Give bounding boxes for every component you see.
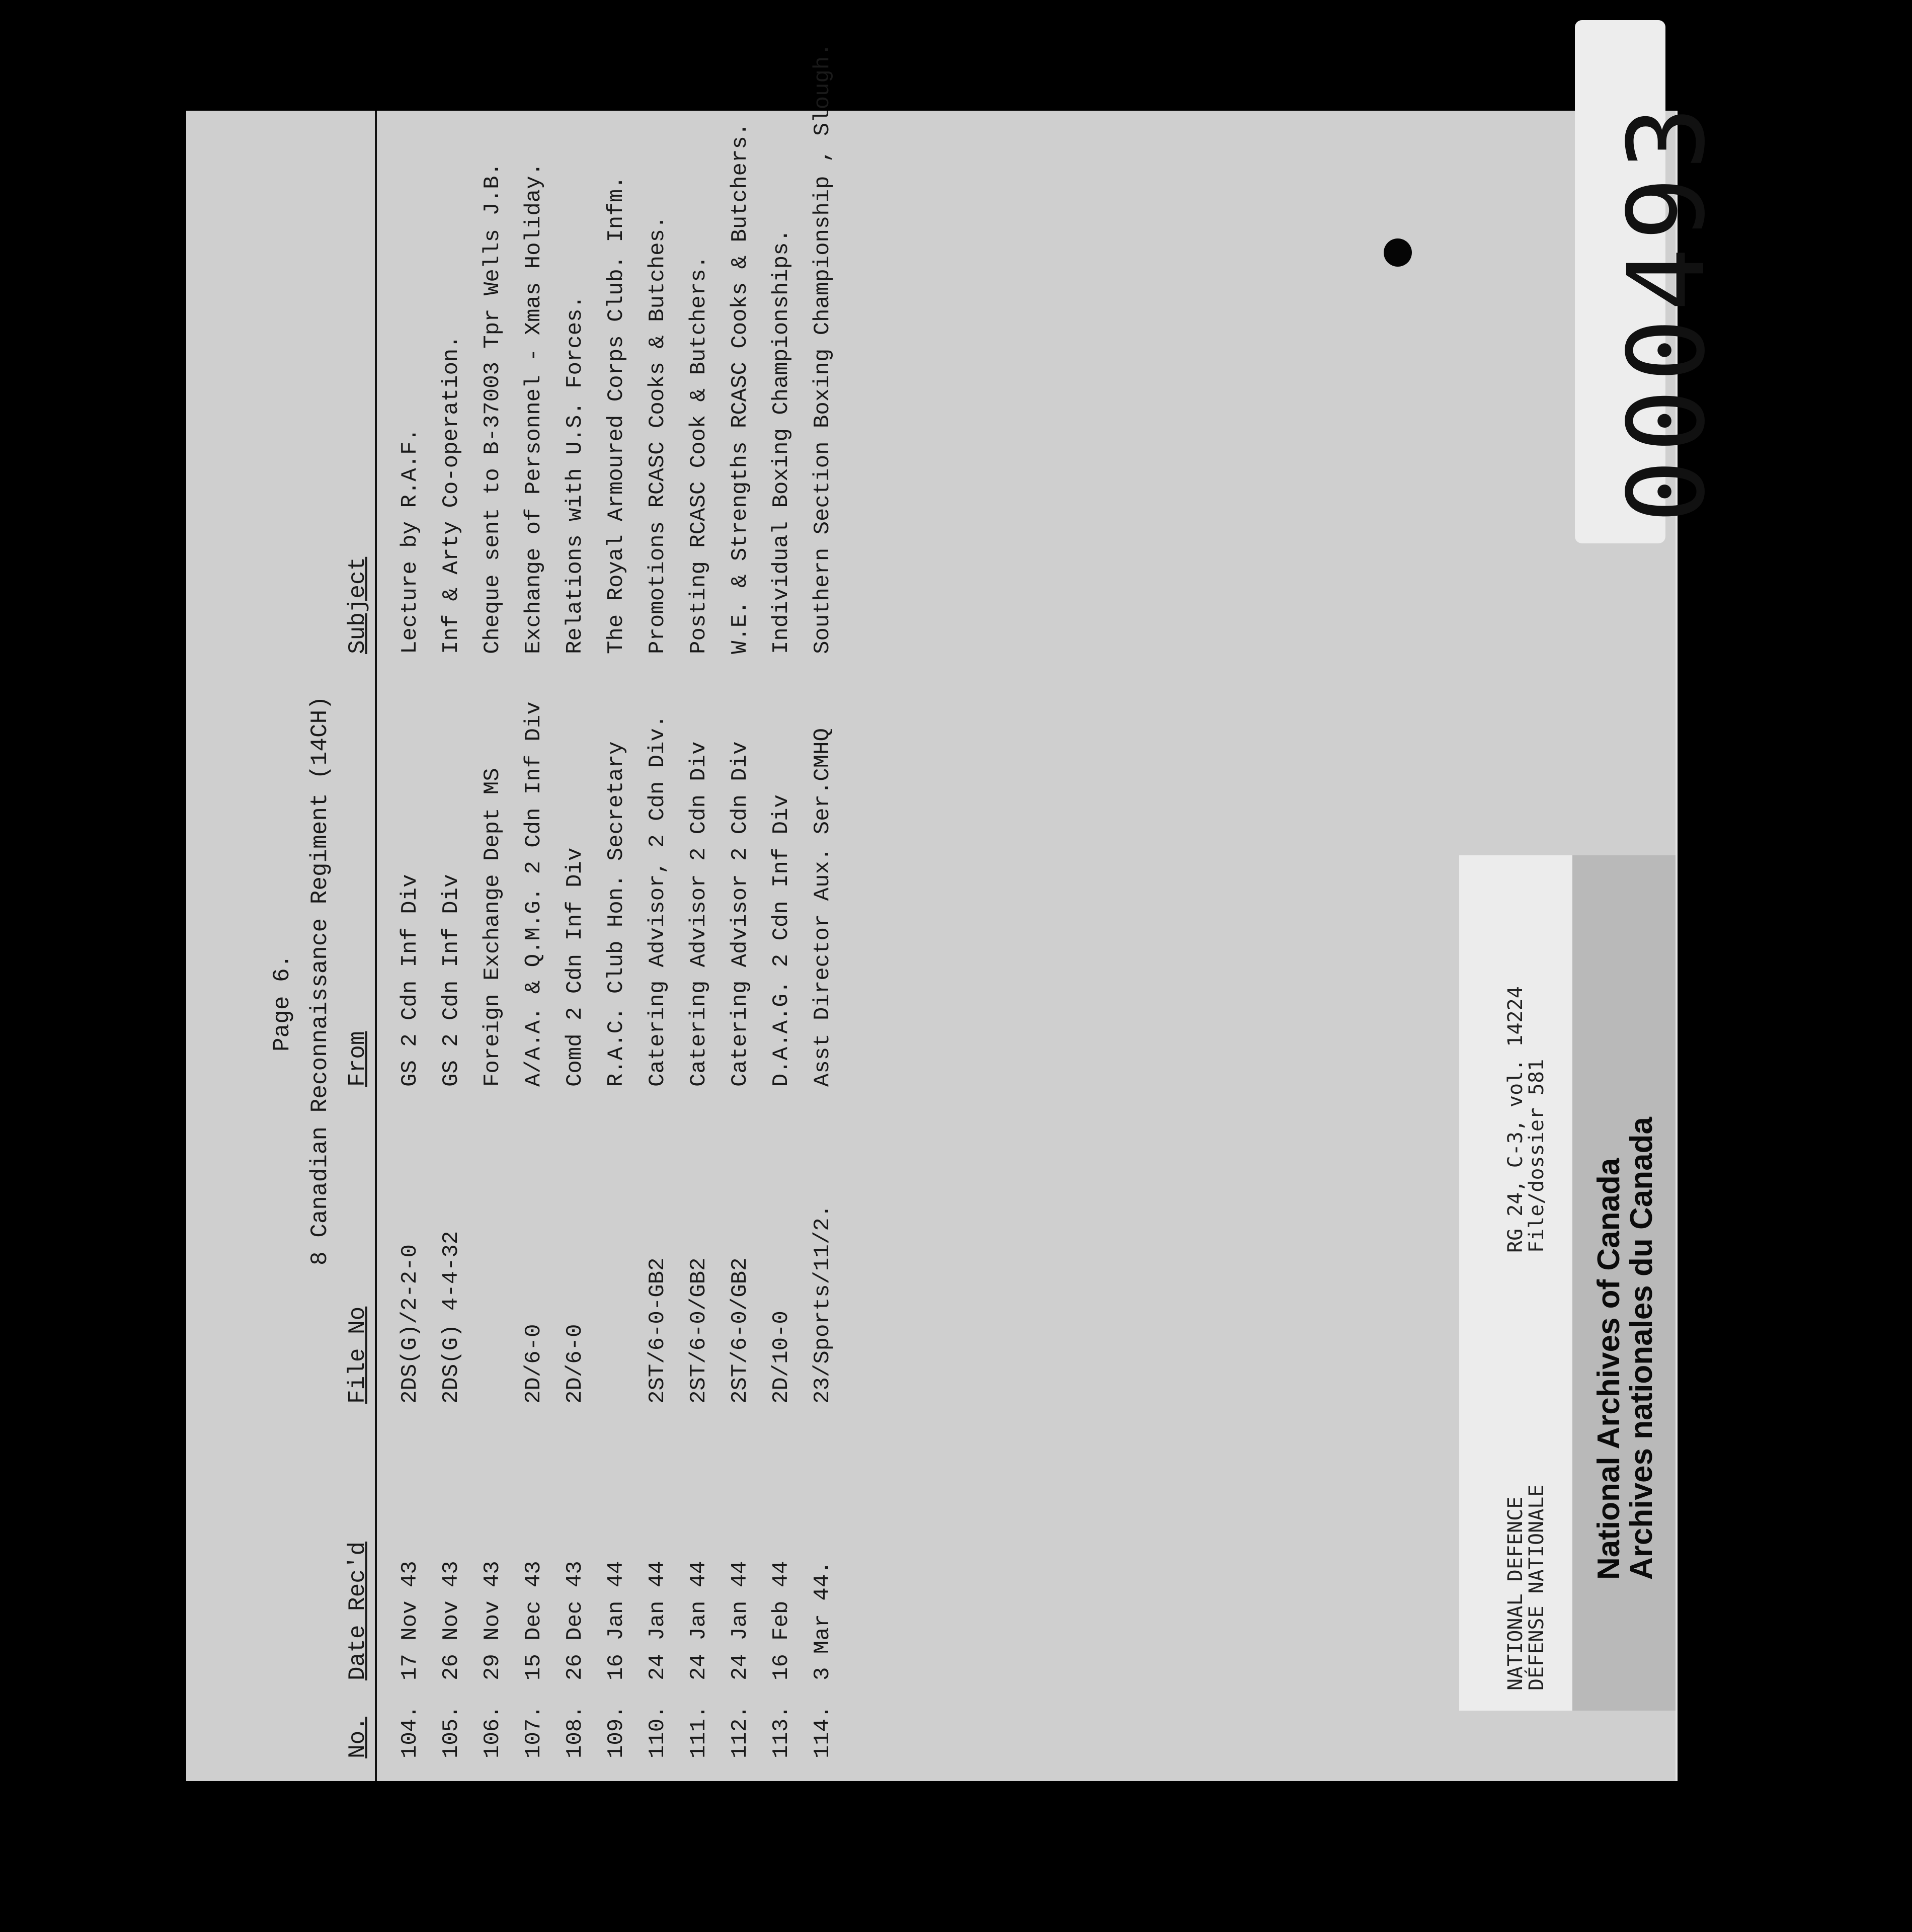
row-from: A/A.A. & Q.M.G. 2 Cdn Inf Div xyxy=(521,701,546,1087)
row-date: 16 Jan 44 xyxy=(604,1561,629,1680)
row-file-no: 23/Sports/11/2. xyxy=(810,1204,835,1404)
row-from: Comd 2 Cdn Inf Div xyxy=(563,847,588,1087)
row-date: 16 Feb 44 xyxy=(769,1561,794,1680)
table-row xyxy=(604,111,644,1781)
row-subject: Posting RCASC Cook & Butchers. xyxy=(686,255,711,654)
row-file-no: 2ST/6-0/GB2 xyxy=(728,1257,753,1404)
row-from: Foreign Exchange Dept MS xyxy=(480,768,505,1087)
document-page xyxy=(186,43,1678,1781)
stamp-reference: RG 24, C-3, vol. 14224 xyxy=(1504,986,1527,1253)
row-date: 24 Jan 44 xyxy=(645,1561,670,1680)
row-number: 104. xyxy=(397,1705,423,1758)
row-file-no: 2ST/6-0-GB2 xyxy=(645,1257,670,1404)
row-subject: Cheque sent to B-37003 Tpr Wells J.B. xyxy=(480,163,505,654)
row-from: Catering Advisor 2 Cdn Div xyxy=(728,741,753,1087)
row-date: 26 Nov 43 xyxy=(439,1561,464,1680)
column-header-no: No. xyxy=(345,1717,371,1758)
document-heading: 8 Canadian Reconnaissance Regiment (14CH) xyxy=(307,696,333,1265)
row-from: R.A.C. Club Hon. Secretary xyxy=(604,741,629,1087)
row-number: 114. xyxy=(810,1705,835,1758)
row-date: 24 Jan 44 xyxy=(686,1561,711,1680)
row-number: 106. xyxy=(480,1705,505,1758)
table-row xyxy=(810,43,850,1781)
row-file-no: 2DS(G) 4-4-32 xyxy=(439,1231,464,1404)
frame-counter xyxy=(1575,20,1728,543)
table-row xyxy=(439,111,479,1781)
row-from: GS 2 Cdn Inf Div xyxy=(439,874,464,1087)
column-header-date: Date Rec'd xyxy=(345,1541,371,1680)
table-row xyxy=(728,111,768,1781)
row-subject: Lecture by R.A.F. xyxy=(397,428,423,654)
row-date: 29 Nov 43 xyxy=(480,1561,505,1680)
row-number: 113. xyxy=(769,1705,794,1758)
row-subject: W.E. & Strengths RCASC Cooks & Butchers. xyxy=(728,122,753,654)
row-subject: Promotions RCASC Cooks & Butches. xyxy=(645,215,670,654)
row-file-no: 2D/10-0 xyxy=(769,1311,794,1404)
table-row xyxy=(769,111,809,1781)
row-date: 15 Dec 43 xyxy=(521,1561,546,1680)
row-number: 109. xyxy=(604,1705,629,1758)
row-date: 26 Dec 43 xyxy=(563,1561,588,1680)
row-date: 24 Jan 44 xyxy=(728,1561,753,1680)
archives-name-en: National Archives of Canada xyxy=(1591,1158,1626,1580)
punch-hole xyxy=(1384,238,1412,267)
table-row xyxy=(480,111,520,1781)
column-header-subject: Subject xyxy=(345,556,371,654)
row-number: 112. xyxy=(728,1705,753,1758)
header-rule xyxy=(375,111,377,1781)
row-subject: Relations with U.S. Forces. xyxy=(563,295,588,654)
row-subject: Exchange of Personnel - Xmas Holiday. xyxy=(521,163,546,654)
table-row xyxy=(521,111,562,1781)
row-from: GS 2 Cdn Inf Div xyxy=(397,874,423,1087)
table-row xyxy=(686,111,727,1781)
row-from: Catering Advisor, 2 Cdn Div. xyxy=(645,714,670,1087)
column-header-file: File No xyxy=(345,1306,371,1404)
row-subject: Southern Section Boxing Championship , Slough. xyxy=(810,43,835,654)
row-file-no: 2D/6-0 xyxy=(521,1324,546,1404)
archives-name-fr: Archives nationales du Canada xyxy=(1624,1117,1659,1580)
row-number: 108. xyxy=(563,1705,588,1758)
stamp-defence-en: NATIONAL DEFENCE xyxy=(1504,1496,1527,1691)
row-file-no: 2D/6-0 xyxy=(563,1324,588,1404)
row-date: 3 Mar 44. xyxy=(810,1561,835,1680)
row-date: 17 Nov 43 xyxy=(397,1561,423,1680)
stamp-file-ref: File/dossier 581 xyxy=(1525,1059,1548,1253)
row-from: Asst Director Aux. Ser.CMHQ xyxy=(810,728,835,1087)
row-number: 105. xyxy=(439,1705,464,1758)
document-content xyxy=(186,43,1676,1781)
table-row xyxy=(645,111,685,1781)
column-header-from: From xyxy=(345,1031,371,1087)
table-row xyxy=(397,111,438,1781)
row-number: 110. xyxy=(645,1705,670,1758)
row-number: 111. xyxy=(686,1705,711,1758)
row-number: 107. xyxy=(521,1705,546,1758)
row-from: Catering Advisor 2 Cdn Div xyxy=(686,741,711,1087)
table-row xyxy=(563,111,603,1781)
stamp-defence-fr: DÉFENSE NATIONALE xyxy=(1525,1484,1548,1691)
row-file-no: 2DS(G)/2-2-0 xyxy=(397,1244,423,1404)
frame-number: 000493 xyxy=(1605,99,1728,523)
row-subject: Inf & Arty Co-operation. xyxy=(439,335,464,654)
row-subject: The Royal Armoured Corps Club. Infm. xyxy=(604,176,629,654)
row-subject: Individual Boxing Championships. xyxy=(769,229,794,654)
page-number: Page 6. xyxy=(269,954,295,1052)
row-from: D.A.A.G. 2 Cdn Inf Div xyxy=(769,794,794,1087)
row-file-no: 2ST/6-0/GB2 xyxy=(686,1257,711,1404)
